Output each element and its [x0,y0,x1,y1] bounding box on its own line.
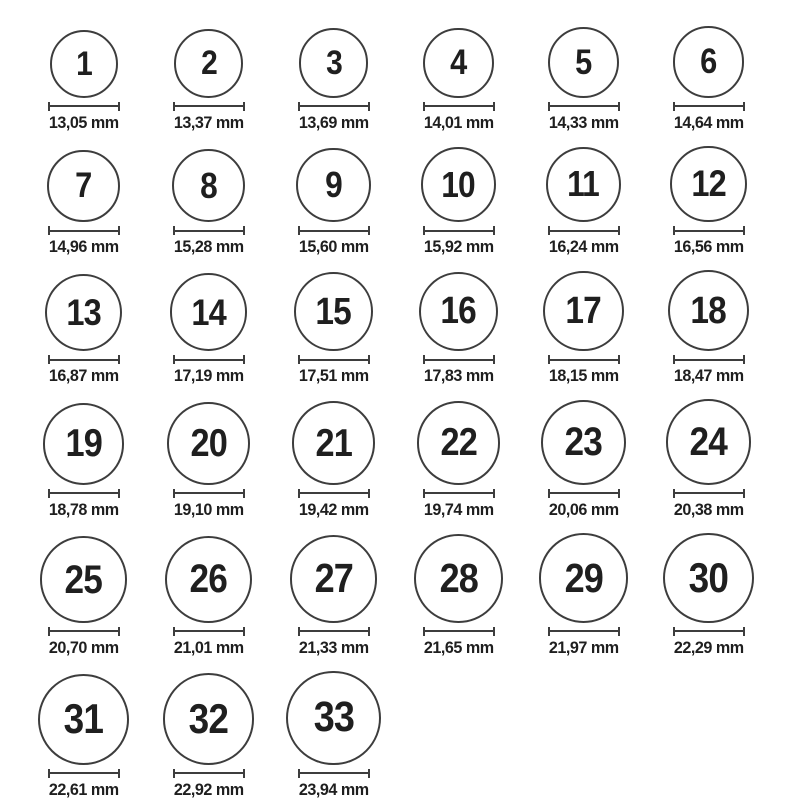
ring-size-item [21,30,146,133]
ring-size-number: 7 [75,166,92,206]
ring-size-number: 20 [190,421,227,465]
diameter-measure-line [673,102,745,111]
diameter-measure-line [673,355,745,364]
diameter-measure-line [298,355,370,364]
ring-size-item [21,674,146,800]
ring-circle [666,399,752,485]
ring-circle [286,671,380,765]
diameter-label: 21,97 mm [548,637,619,657]
diameter-label: 22,92 mm [173,779,244,799]
ring-size-item [396,401,521,520]
ring-size-item [146,149,271,257]
ring-size-number: 9 [325,164,342,206]
ring-size-number: 25 [64,557,103,602]
ring-size-item [396,272,521,386]
diameter-label: 15,28 mm [173,237,244,257]
ring-size-number: 31 [63,695,104,743]
ring-size-number: 28 [439,554,478,601]
diameter-measure-line [548,102,620,111]
ring-circle [38,674,129,765]
diameter-label: 20,70 mm [48,637,119,657]
ring-circle [670,146,746,222]
ring-size-item [271,272,396,386]
ring-size-item [146,673,271,800]
ring-size-number: 5 [575,42,592,82]
diameter-label: 16,24 mm [548,237,619,257]
ring-size-item [271,671,396,800]
diameter-measure-line [423,102,495,111]
ring-circle [539,533,628,622]
ring-circle [292,401,375,484]
ring-size-item [21,536,146,657]
ring-circle [294,272,373,351]
ring-circle [172,149,245,222]
diameter-label: 18,15 mm [548,366,619,386]
diameter-measure-line [298,489,370,498]
ring-circle [663,533,753,623]
ring-circle [668,270,749,351]
diameter-measure-line [423,489,495,498]
ring-circle [296,148,370,222]
ring-circle [47,150,120,223]
ring-size-item [146,29,271,133]
ring-size-item [271,535,396,658]
ring-size-item [146,536,271,658]
ring-size-number: 27 [314,555,353,602]
ring-size-item [646,399,771,520]
diameter-measure-line [173,355,245,364]
diameter-label: 18,47 mm [673,366,744,386]
diameter-measure-line [48,627,120,636]
ring-circle [170,273,248,351]
diameter-label: 15,60 mm [298,237,369,257]
ring-size-number: 18 [690,289,727,332]
ring-circle [419,272,498,351]
ring-size-number: 2 [200,44,217,83]
ring-size-item [271,28,396,133]
ring-size-number: 10 [441,163,476,205]
ring-size-number: 17 [565,290,602,333]
ring-size-number: 6 [700,42,717,82]
ring-circle [546,147,622,223]
ring-size-item [396,147,521,257]
diameter-measure-line [48,102,120,111]
diameter-measure-line [298,226,370,235]
diameter-label: 14,33 mm [548,112,619,132]
ring-size-item [521,533,646,657]
ring-size-item [146,402,271,519]
diameter-label: 21,01 mm [173,637,244,657]
diameter-measure-line [48,226,120,235]
ring-size-number: 12 [691,163,726,205]
diameter-measure-line [298,102,370,111]
diameter-label: 19,10 mm [173,499,244,519]
diameter-label: 22,29 mm [673,637,744,657]
diameter-measure-line [548,355,620,364]
ring-size-item [396,534,521,658]
diameter-label: 16,56 mm [673,237,744,257]
ring-size-number: 24 [689,419,728,464]
ring-size-number: 1 [75,44,92,83]
ring-circle [167,402,249,484]
ring-circle [543,271,623,351]
ring-circle [165,536,252,623]
diameter-measure-line [173,489,245,498]
diameter-measure-line [48,489,120,498]
ring-size-number: 15 [315,290,352,333]
ring-size-number: 14 [191,291,226,333]
ring-size-item [396,28,521,133]
diameter-label: 23,94 mm [298,779,369,799]
ring-circle [299,28,369,98]
diameter-measure-line [548,226,620,235]
ring-size-number: 19 [65,422,102,466]
ring-size-item [521,400,646,520]
ring-circle [548,27,619,98]
diameter-measure-line [298,627,370,636]
ring-size-item [521,147,646,258]
ring-circle [40,536,126,622]
ring-size-item [521,271,646,386]
diameter-label: 17,83 mm [423,366,494,386]
diameter-label: 13,69 mm [298,112,369,132]
diameter-measure-line [48,769,120,778]
ring-size-item [271,401,396,519]
ring-circle [414,534,503,623]
ring-circle [290,535,378,623]
diameter-measure-line [173,226,245,235]
ring-circle [50,30,118,98]
diameter-measure-line [673,627,745,636]
diameter-label: 20,06 mm [548,499,619,519]
ring-size-number: 32 [188,694,229,742]
diameter-measure-line [423,627,495,636]
diameter-measure-line [673,226,745,235]
ring-circle [421,147,496,222]
ring-size-number: 4 [450,43,467,83]
ring-size-number: 22 [440,421,477,465]
diameter-label: 19,74 mm [423,499,494,519]
ring-size-item [21,150,146,258]
diameter-measure-line [673,489,745,498]
ring-size-number: 23 [564,420,603,465]
ring-circle [45,274,122,351]
ring-circle [163,673,255,765]
ring-size-number: 16 [440,290,477,333]
diameter-label: 18,78 mm [48,499,119,519]
ring-circle [174,29,243,98]
diameter-label: 13,05 mm [48,112,119,132]
ring-circle [417,401,501,485]
ring-size-item [146,273,271,386]
diameter-measure-line [423,355,495,364]
ring-size-number: 11 [567,163,600,205]
ring-circle [43,403,125,485]
diameter-measure-line [298,769,370,778]
diameter-label: 17,19 mm [173,366,244,386]
ring-size-number: 8 [200,164,217,206]
ring-size-item [646,146,771,257]
ring-size-item [646,270,771,386]
diameter-label: 13,37 mm [173,112,244,132]
ring-size-number: 29 [564,554,603,601]
diameter-measure-line [48,355,120,364]
ring-circle [673,26,745,98]
ring-size-item [646,533,771,658]
diameter-label: 21,65 mm [423,637,494,657]
diameter-label: 14,64 mm [673,112,744,132]
diameter-measure-line [548,627,620,636]
ring-size-number: 30 [688,553,729,601]
diameter-label: 21,33 mm [298,637,369,657]
diameter-label: 20,38 mm [673,499,744,519]
ring-size-item [521,27,646,133]
diameter-label: 14,01 mm [423,112,494,132]
diameter-measure-line [173,769,245,778]
diameter-measure-line [173,102,245,111]
ring-size-item [21,403,146,520]
ring-size-item [21,274,146,386]
ring-circle [541,400,626,485]
diameter-label: 22,61 mm [48,779,119,799]
diameter-label: 16,87 mm [48,366,119,386]
ring-size-number: 3 [325,44,342,83]
ring-size-number: 33 [313,693,354,742]
ring-circle [423,28,493,98]
diameter-label: 14,96 mm [48,237,119,257]
diameter-label: 17,51 mm [298,366,369,386]
diameter-label: 19,42 mm [298,499,369,519]
ring-size-item [646,26,771,133]
ring-size-number: 21 [315,421,352,465]
diameter-label: 15,92 mm [423,237,494,257]
ring-size-number: 13 [66,292,101,334]
diameter-measure-line [423,226,495,235]
diameter-measure-line [173,627,245,636]
diameter-measure-line [548,489,620,498]
ring-size-number: 26 [189,557,228,602]
ring-size-item [271,148,396,257]
